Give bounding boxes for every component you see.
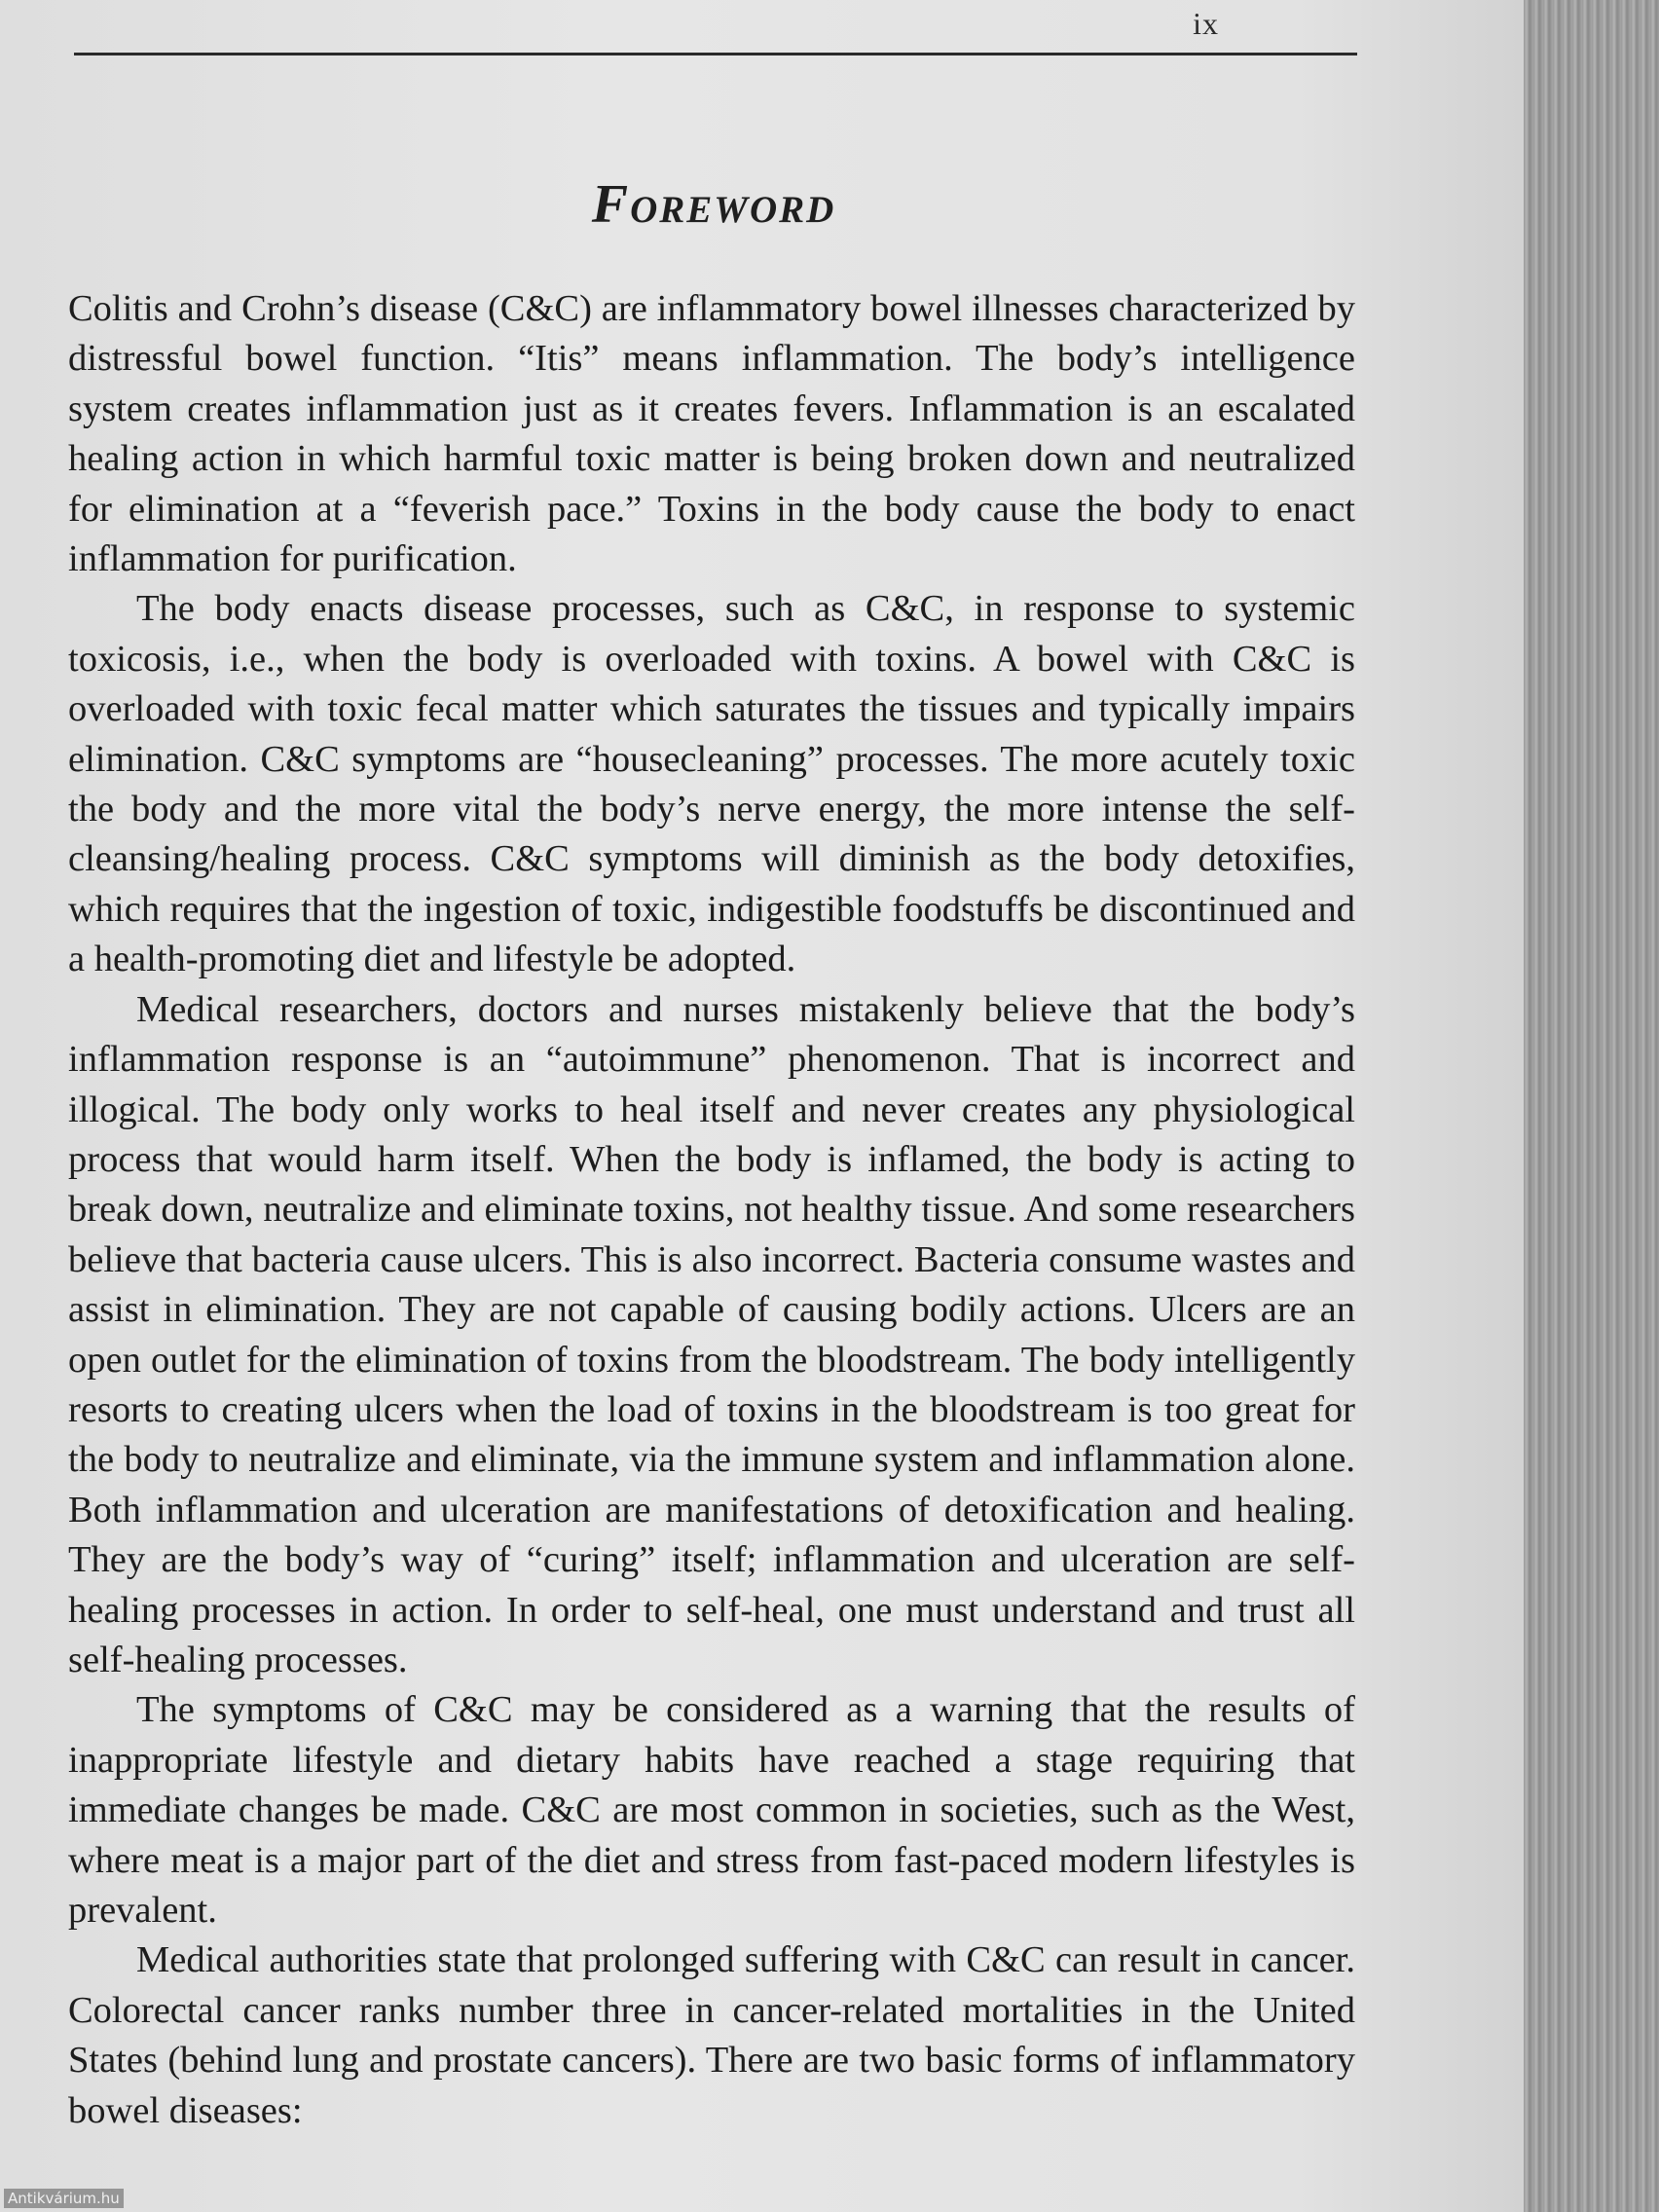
paragraph-4: The symptoms of C&C may be considered as a warning that the results of inappropriate lifestyle and dietary habits have reached a stage requiring that immediate changes be made. C&C are most common in societies, such as the West, where meat is a major part of the diet and stress from fast-paced modern lifestyles is prevalent.: [68, 1689, 1355, 1931]
paragraph-3: Medical researchers, doctors and nurses mistakenly believe that the body’s inflammation response is an “autoimmune” phenomenon. That is incorrect and illogical. The body only works to heal itself and never creates any physiological process that would harm itself. When the body is inflamed, the body is acting to break down, neutralize and eliminate toxins, not healthy tissue. And some researchers believe that bacteria cause ulcers. This is also incorrect. Bacteria consume wastes and assist in elimination. They are not capable of causing bodily actions. Ulcers are an open outlet for the elimination of toxins from the bloodstream. The body intelligently resorts to creating ulcers when the load of toxins in the bloodstream is too great for the body to neutralize and eliminate, via the immune system and inflammation alone. Both inflammation and ulceration are manifestations of detoxification and healing. They are the body’s way of “curing” itself; inflammation and ulceration are self-healing processes in action. In order to self-heal, one must understand and trust all self-healing processes.: [68, 988, 1355, 1680]
paragraph-5: Medical authorities state that prolonged suffering with C&C can result in cancer. Colorectal cancer ranks number three in cancer-related mortalities in the United States (behind lung and prostate cancers). There are two basic forms of inflammatory bowel diseases:: [68, 1939, 1355, 2131]
header-rule: [74, 53, 1357, 55]
page-edge-background: [1524, 0, 1659, 2212]
paragraph-1: Colitis and Crohn’s disease (C&C) are inflammatory bowel illnesses characterized by distressful bowel function. “Itis” means inflammation. The body’s intelligence system creates inflammation just as it creates fevers. Inflammation is an escalated healing action in which harmful toxic matter is being broken down and neutralized for elimination at a “feverish pace.” Toxins in the body cause the body to enact inflammation for purification.: [68, 288, 1355, 580]
body-text: [68, 284, 1355, 2136]
page-number: ix: [1193, 6, 1219, 41]
paragraph-2: The body enacts disease processes, such as C&C, in response to systemic toxicosis, i.e., when the body is overloaded with toxins. A bowel with C&C is overloaded with toxic fecal matter which saturates the tissues and typically impairs elimination. C&C symptoms are “housecleaning” processes. The more acutely toxic the body and the more vital the body’s nerve energy, the more intense the self-cleansing/healing process. C&C symptoms will diminish as the body detoxifies, which requires that the ingestion of toxic, indigestible foodstuffs be discontinued and a health-promoting diet and lifestyle be adopted.: [68, 588, 1355, 980]
watermark: Antikvárium.hu: [4, 2189, 124, 2208]
chapter-title: Foreword: [591, 174, 836, 235]
